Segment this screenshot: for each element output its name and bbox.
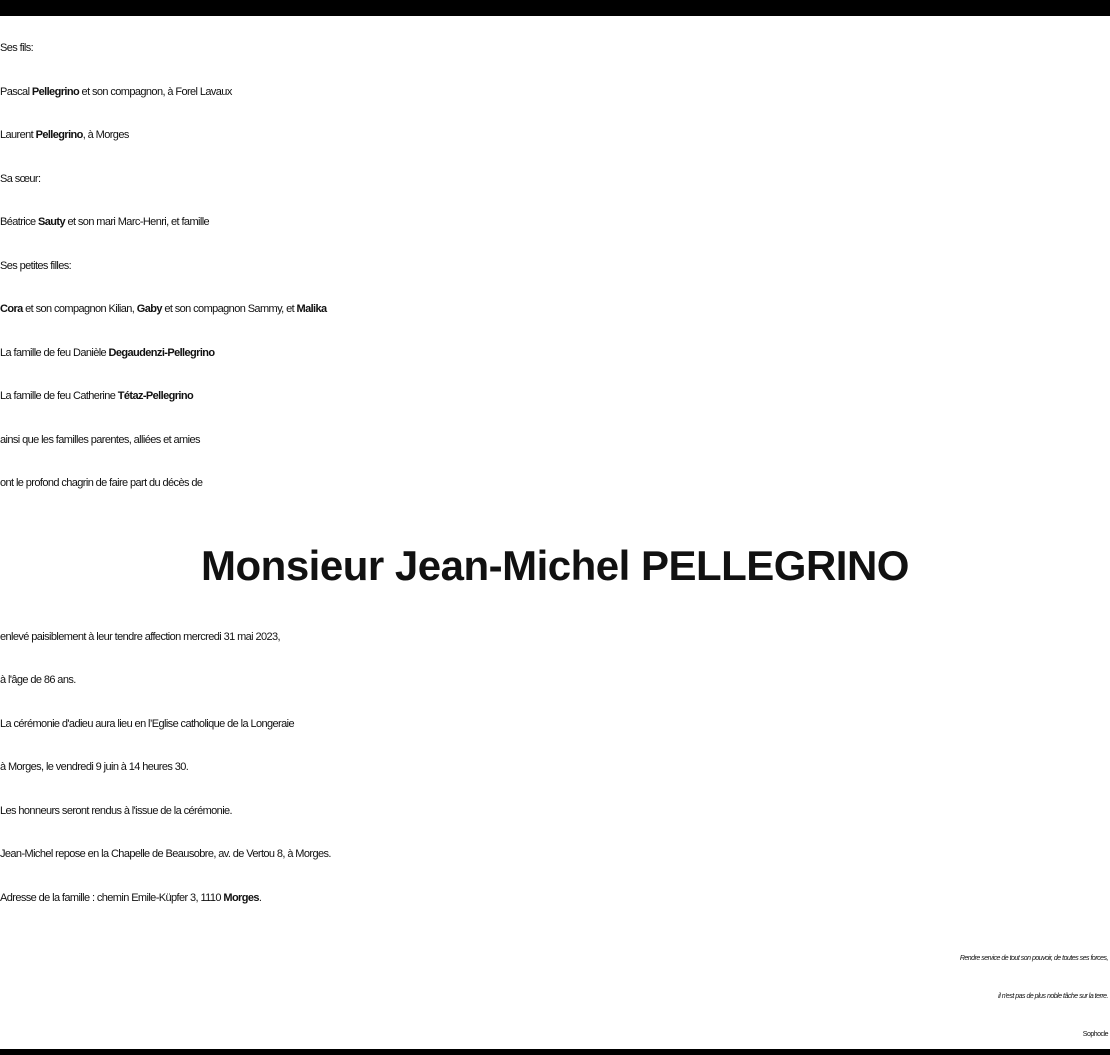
son-line-2: Laurent Pellegrino, à Morges [0, 129, 129, 141]
deceased-name: Monsieur Jean-Michel PELLEGRINO [201, 541, 909, 589]
detail-line-5: Les honneurs seront rendus à l'issue de la cérémonie. [0, 804, 233, 817]
detail-line-3: La cérémonie d'adieu aura lieu en l’Eglise catholique de la Longeraie [0, 717, 294, 730]
obituary-notice [0, 27, 1110, 1054]
granddaughters-line: Cora et son compagnon Kilian, Gaby et son compagnon Sammy, et Malika [0, 303, 327, 315]
others-line: ainsi que les familles parentes, alliées et amies [0, 433, 200, 446]
detail-line-2: à l'âge de 86 ans. [0, 674, 76, 686]
late-family-line-1: La famille de feu Danièle Degaudenzi-Pellegrino [0, 346, 215, 359]
quote-line-1: Rendre service de tout son pouvoir, de toutes ses forces, [959, 955, 1108, 962]
top-border-rule [0, 0, 1110, 16]
detail-line-6: Jean-Michel repose en la Chapelle de Beausobre, av. de Vertou 8, à Morges. [0, 848, 331, 860]
granddaughters-heading: Ses petites filles: [0, 259, 72, 272]
sister-heading: Sa sœur: [0, 172, 41, 185]
son-line-1: Pascal Pellegrino et son compagnon, à Forel Lavaux [0, 85, 232, 98]
detail-line-4: à Morges, le vendredi 9 juin à 14 heures 30. [0, 761, 189, 773]
quote-block [0, 940, 1110, 1054]
sister-line: Béatrice Sauty et son mari Marc-Henri, et famille [0, 216, 210, 228]
sons-heading: Ses fils: [0, 42, 34, 54]
details-block [0, 616, 1110, 921]
late-family-line-2: La famille de feu Catherine Tétaz-Pellegrino [0, 390, 194, 402]
quote-line-2: il n'est pas de plus noble tâche sur la terre. [998, 993, 1108, 1000]
detail-line-1: enlevé paisiblement à leur tendre affection mercredi 31 mai 2023, [0, 630, 280, 643]
announce-line: ont le profond chagrin de faire part du décès de [0, 477, 203, 489]
address-line: Adresse de la famille : chemin Emile-Küpfer 3, 1110 Morges. [0, 891, 262, 904]
bottom-border-rule [0, 1049, 1110, 1055]
quote-author: Sophocle [1082, 1031, 1108, 1038]
